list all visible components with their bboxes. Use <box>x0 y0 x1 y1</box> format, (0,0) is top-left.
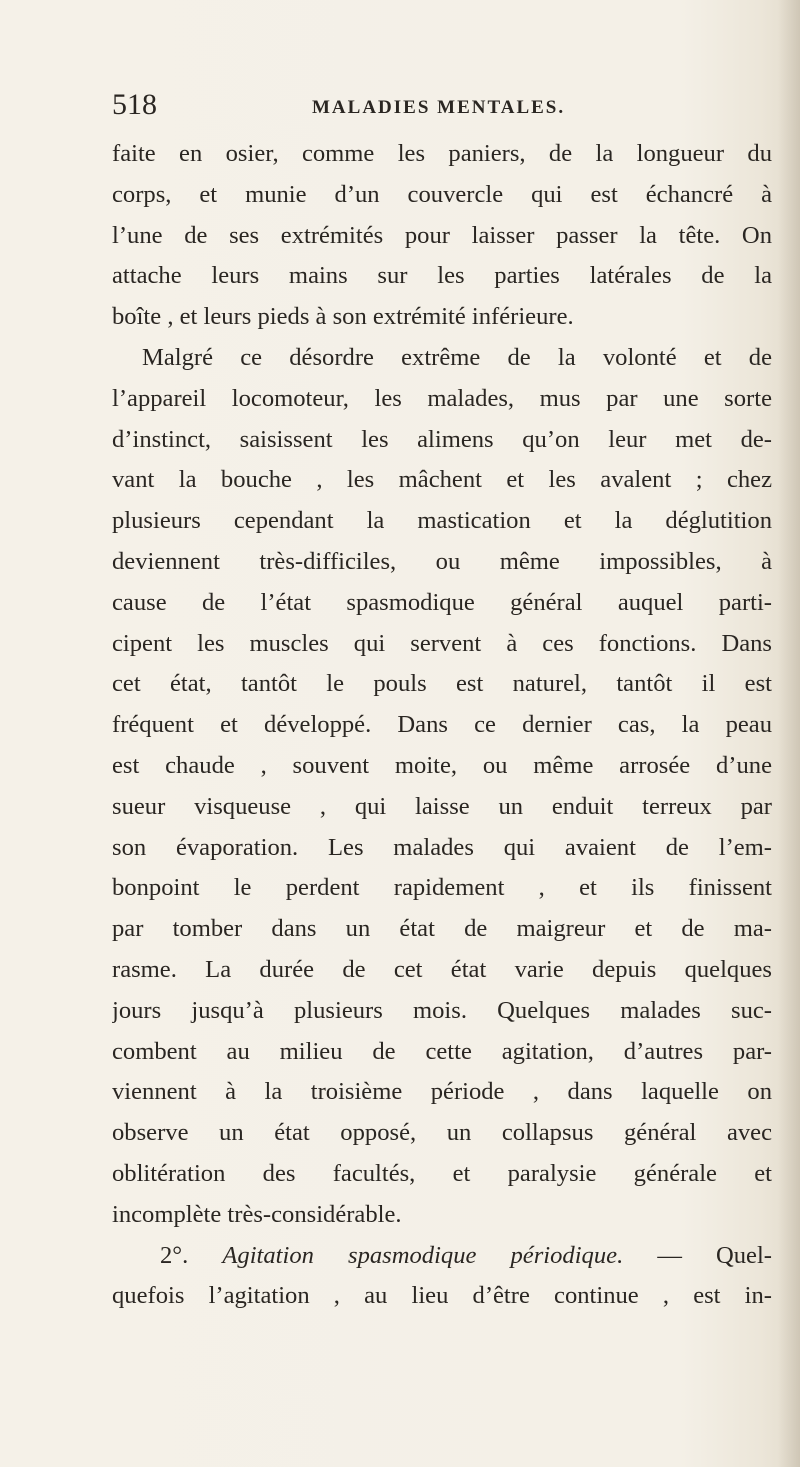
text-line: cipent les muscles qui servent à ces fonctions. Dans <box>112 629 772 657</box>
text-line: observe un état opposé, un collapsus général avec <box>112 1119 772 1147</box>
text-line: viennent à la troisième période , dans laquelle on <box>112 1078 772 1106</box>
text-line: l’une de ses extrémités pour laisser passer la tête. On <box>112 221 772 249</box>
text-line: plusieurs cependant la mastication et la déglutition <box>112 507 772 535</box>
text-line: deviennent très-difficiles, ou même impossibles, à <box>112 547 772 575</box>
text-line: par tomber dans un état de maigreur et de ma- <box>112 915 772 943</box>
text-line: quefois l’agitation , au lieu d’être continue , est in- <box>112 1282 772 1310</box>
text-line: son évaporation. Les malades qui avaient de l’em- <box>112 833 772 861</box>
text-line: est chaude , souvent moite, ou même arrosée d’une <box>112 751 772 779</box>
text-line: cet état, tantôt le pouls est naturel, tantôt il est <box>112 670 772 698</box>
text-line: jours jusqu’à plusieurs mois. Quelques malades suc- <box>112 996 772 1024</box>
text-line: rasme. La durée de cet état varie depuis quelques <box>112 955 772 983</box>
page-number: 518 <box>112 88 157 121</box>
page-header <box>112 88 712 128</box>
text-line: attache leurs mains sur les parties latérales de la <box>112 262 772 290</box>
text-line: boîte , et leurs pieds à son extrémité inférieure. <box>112 303 574 331</box>
text-line: combent au milieu de cette agitation, d’autres par- <box>112 1037 772 1065</box>
paragraph-start-line: Malgré ce désordre extrême de la volonté et de <box>142 343 772 371</box>
text-line: bonpoint le perdent rapidement , et ils finissent <box>112 874 772 902</box>
text-line: fréquent et développé. Dans ce dernier cas, la peau <box>112 711 772 739</box>
text-line: vant la bouche , les mâchent et les avalent ; chez <box>112 466 772 494</box>
text-line: l’appareil locomoteur, les malades, mus par une sorte <box>112 384 772 412</box>
text-line: cause de l’état spasmodique général auquel parti- <box>112 588 772 616</box>
section-heading-rest: — Quel- <box>657 1241 772 1269</box>
section-title: Agitation spasmodique périodique. <box>222 1241 624 1269</box>
page-edge-shadow <box>778 0 800 1467</box>
text-line: faite en osier, comme les paniers, de la longueur du <box>112 140 772 167</box>
text-line: incomplète très-considérable. <box>112 1200 402 1228</box>
text-line: corps, et munie d’un couvercle qui est échancré à <box>112 180 772 208</box>
running-head: MALADIES MENTALES. <box>312 97 566 118</box>
section-number: 2°. <box>160 1241 189 1269</box>
text-line: sueur visqueuse , qui laisse un enduit terreux par <box>112 792 772 820</box>
body-text <box>112 134 772 1317</box>
text-line: d’instinct, saisissent les alimens qu’on leur met de- <box>112 425 772 453</box>
section-heading-line <box>112 1236 772 1277</box>
text-line: oblitération des facultés, et paralysie générale et <box>112 1159 772 1187</box>
